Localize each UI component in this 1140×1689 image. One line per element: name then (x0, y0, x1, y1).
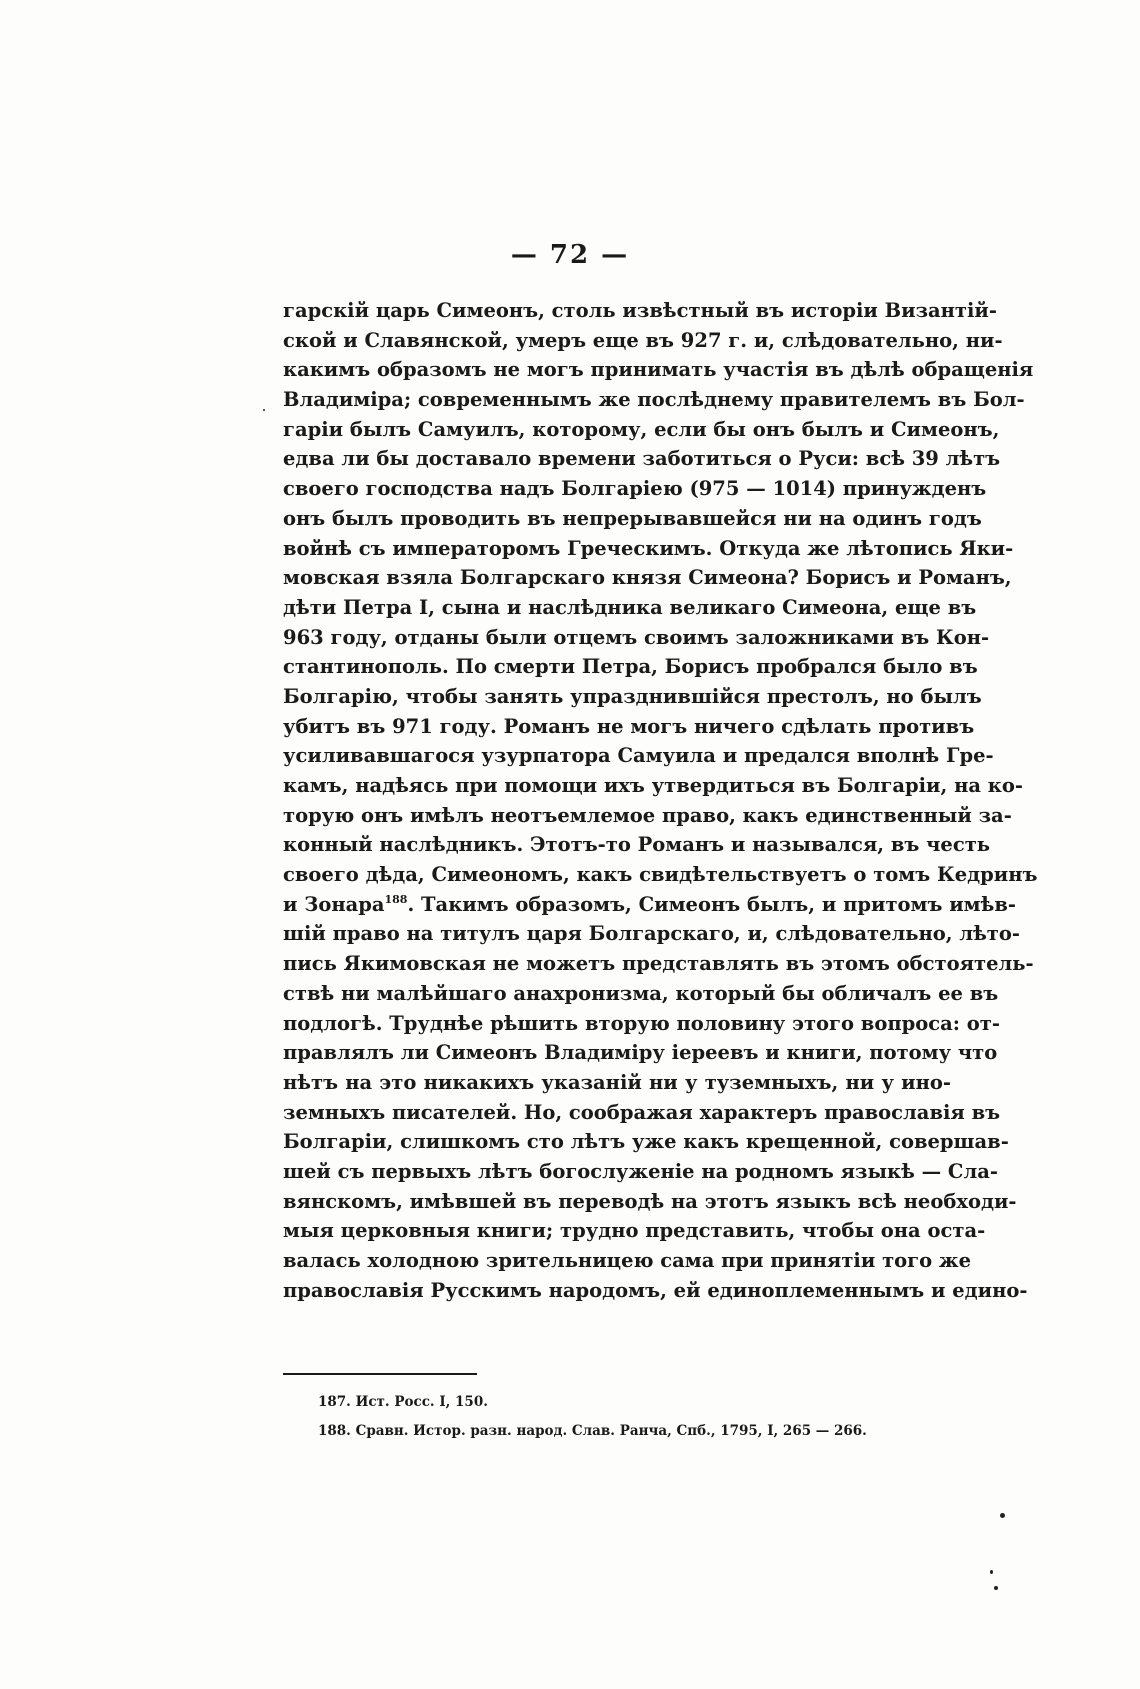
text-line: войнѣ съ императоромъ Греческимъ. Откуда же лѣтопись Яки- (283, 536, 1014, 560)
text-line: шій право на титулъ царя Болгарскаго, и, слѣдовательно, лѣто- (283, 922, 1020, 946)
text-line: мыя церковныя книги; трудно представить, чтобы она оста- (283, 1219, 986, 1243)
text-line: своего дѣда, Симеономъ, какъ свидѣтельствуетъ о томъ Кедринъ (283, 863, 1038, 887)
text-line: усиливавшагося узурпатора Самуила и предался вполнѣ Гре- (283, 744, 994, 768)
body-text (283, 296, 1038, 1305)
text-line: стантинополь. По смерти Петра, Борисъ пробрался было въ (283, 655, 978, 679)
text-line: едва ли бы доставало времени заботиться о Руси: всѣ 39 лѣтъ (283, 447, 1001, 471)
text-line: нѣтъ на это никакихъ указаній ни у туземныхъ, ни у ино- (283, 1070, 951, 1094)
text-line: 963 году, отданы были отцемъ своимъ заложниками въ Кон- (283, 625, 990, 649)
text-line: убитъ въ 971 году. Романъ не могъ ничего сдѣлать противъ (283, 714, 975, 738)
text-line: гаріи былъ Самуилъ, которому, если бы онъ былъ и Симеонъ, (283, 417, 1000, 441)
text-line: Болгаріи, слишкомъ сто лѣтъ уже какъ крещенной, совершав- (283, 1130, 1009, 1154)
text-line: правлялъ ли Симеонъ Владиміру іереевъ и книги, потому что (283, 1041, 998, 1065)
text-line: земныхъ писателей. Но, соображая характеръ православія въ (283, 1100, 1001, 1124)
text-line: шей съ первыхъ лѣтъ богослуженіе на родномъ языкѣ — Сла- (283, 1159, 998, 1183)
footnote-187: 187. Ист. Росс. I, 150. (318, 1394, 488, 1410)
text-line: православія Русскимъ народомъ, ей единоплеменнымъ и едино- (283, 1278, 1028, 1302)
text-line: конный наслѣдникъ. Этотъ-то Романъ и назывался, въ честь (283, 833, 991, 857)
text-line: дѣти Петра I, сына и наслѣдника великаго Симеона, еще въ (283, 595, 977, 619)
text-line: валась холодною зрительницею сама при принятіи того же (283, 1249, 972, 1272)
text-line: онъ былъ проводить въ непрерывавшейся ни на одинъ годъ (283, 506, 982, 530)
scan-speck (263, 409, 265, 411)
footnote-reference: 188 (384, 892, 408, 906)
page-number: — 72 — (510, 240, 630, 270)
text-line: Владиміра; современнымъ же послѣднему правителемъ въ Бол- (283, 388, 1025, 412)
scan-speck (994, 1586, 998, 1590)
text-line: Болгарію, чтобы занять упразднившійся престолъ, но былъ (283, 684, 982, 708)
scan-speck (1000, 1513, 1005, 1518)
text-line: подлогѣ. Труднѣе рѣшить вторую половину этого вопроса: от- (283, 1011, 1000, 1035)
footnotes (318, 1388, 938, 1446)
text-line: своего господства надъ Болгаріею (975 — 1014) принужденъ (283, 477, 987, 501)
text-line: гарскій царь Симеонъ, столь извѣстный въ исторіи Византій- (283, 299, 997, 322)
footnote-188: 188. Сравн. Истор. разн. народ. Слав. Ранча, Спб., 1795, I, 265 — 266. (318, 1423, 867, 1439)
text-line: торую онъ имѣлъ неотъемлемое право, какъ единственный за- (283, 803, 1012, 827)
text-line-with-footnote-ref: и Зонара$^{188}$. Такимъ образомъ, Симеонъ былъ, и притомъ имѣв- (283, 892, 1016, 916)
scan-speck (990, 1570, 993, 1574)
text-line: мовская взяла Болгарскаго князя Симеона? Борисъ и Романъ, (283, 566, 1012, 590)
text-line: ствѣ ни малѣйшаго анахронизма, который бы обличалъ ее въ (283, 981, 999, 1005)
text-line: ской и Славянской, умеръ еще въ 927 г. и, слѣдовательно, ни- (283, 328, 1003, 352)
text-line: камъ, надѣясь при помощи ихъ утвердиться въ Болгаріи, на ко- (283, 774, 1023, 797)
footnote-divider (283, 1373, 477, 1375)
text-line: вянскомъ, имѣвшей въ переводѣ на этотъ языкъ всѣ необходи- (283, 1189, 1017, 1213)
text-line: какимъ образомъ не могъ принимать участія въ дѣлѣ обращенія (283, 358, 1034, 382)
text-line: пись Якимовская не можетъ представлять въ этомъ обстоятель- (283, 952, 1034, 976)
